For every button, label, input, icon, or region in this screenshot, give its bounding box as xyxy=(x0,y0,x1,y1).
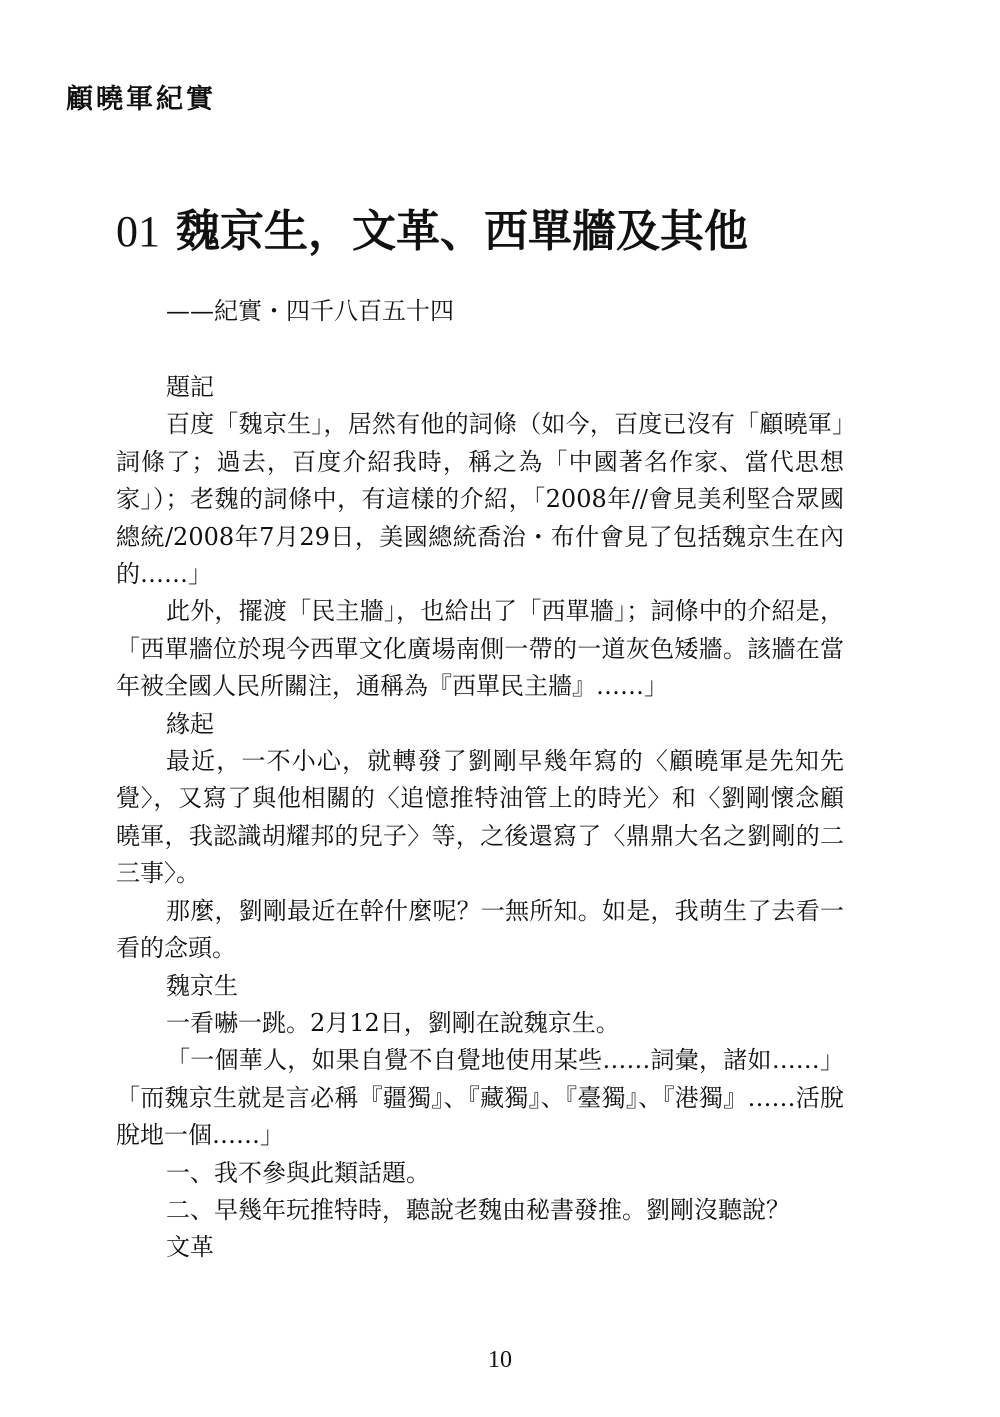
paragraph: 最近，一不小心，就轉發了劉剛早幾年寫的〈顧曉軍是先知先覺〉，又寫了與他相關的〈追憶推特油管上的時光〉和〈劉剛懷念顧曉軍，我認識胡耀邦的兒子〉等，之後還寫了〈鼎鼎大名之劉剛的二三事〉。 xyxy=(116,747,844,888)
paragraph: 「一個華人，如果自覺不自覺地使用某些……詞彙，諸如……」「而魏京生就是言必稱『疆獨』、『藏獨』、『臺獨』、『港獨』……活脫脫地一個……」 xyxy=(116,1046,844,1150)
running-header: 顧曉軍紀實 xyxy=(66,84,216,115)
paragraph: 百度「魏京生」，居然有他的詞條（如今，百度已沒有「顧曉軍」詞條了；過去，百度介紹我時，稱之為「中國著名作家、當代思想家」）；老魏的詞條中，有這樣的介紹，「2008年//會見美利堅合眾國總統/2008年7月29日，美國總統喬治・布什會見了包括魏京生在內的……」 xyxy=(116,410,844,589)
body-text xyxy=(116,369,844,1267)
page-number: 10 xyxy=(488,1347,512,1373)
paragraph: 二、早幾年玩推特時，聽說老魏由秘書發推。劉剛沒聽說？ xyxy=(166,1195,790,1224)
paragraph: 那麼，劉剛最近在幹什麼呢？一無所知。如是，我萌生了去看一看的念頭。 xyxy=(116,896,844,963)
chapter-number: 01 xyxy=(116,207,160,256)
paragraph: 此外，擺渡「民主牆」，也給出了「西單牆」；詞條中的介紹是，「西單牆位於現今西單文化廣場南側一帶的一道灰色矮牆。該牆在當年被全國人民所關注，通稱為『西單民主牆』……」 xyxy=(116,597,844,701)
chapter-subtitle: ——紀實・四千八百五十四 xyxy=(166,297,454,325)
paragraph-heading-inscription: 題記 xyxy=(166,373,214,401)
paragraph-heading-origin: 緣起 xyxy=(166,709,214,738)
paragraph: 一看嚇一跳。2月12日，劉剛在說魏京生。 xyxy=(166,1008,620,1037)
chapter-title xyxy=(116,200,748,264)
paragraph: 一、我不參與此類話題。 xyxy=(166,1158,430,1187)
paragraph-heading-cultural-revolution: 文革 xyxy=(166,1233,214,1262)
paragraph-heading-wei-jingsheng: 魏京生 xyxy=(166,971,238,1000)
chapter-name: 魏京生，文革、西單牆及其他 xyxy=(176,206,748,257)
